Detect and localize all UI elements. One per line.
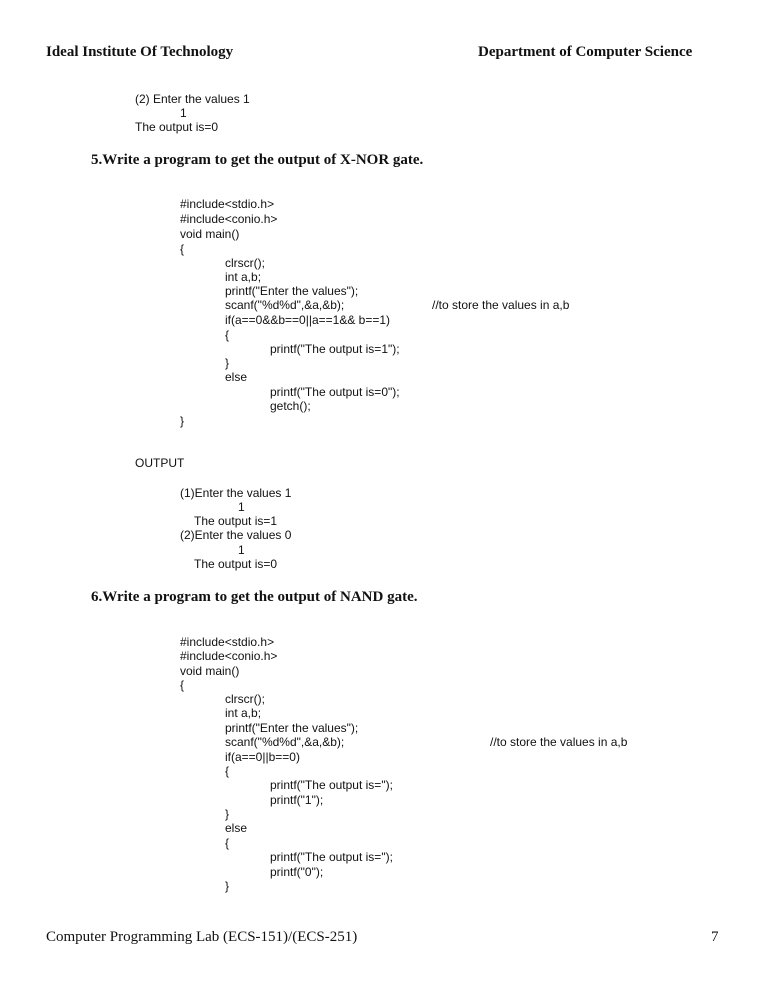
code-line: clrscr(); bbox=[225, 256, 265, 270]
code-line: void main() bbox=[180, 227, 240, 241]
code-line: if(a==0||b==0) bbox=[225, 750, 300, 764]
output-line: (2)Enter the values 0 bbox=[180, 528, 292, 542]
code-line: } bbox=[225, 879, 230, 893]
code-line: int a,b; bbox=[225, 706, 262, 720]
code-line: #include<conio.h> bbox=[180, 649, 278, 663]
code-line: //to store the values in a,b bbox=[432, 298, 570, 312]
code-line: { bbox=[225, 836, 230, 850]
code-line: } bbox=[225, 356, 230, 370]
code-line: clrscr(); bbox=[225, 692, 265, 706]
output-line: (2) Enter the values 1 bbox=[135, 92, 250, 106]
code-line: printf("1"); bbox=[270, 793, 324, 807]
code-line: #include<conio.h> bbox=[180, 212, 278, 226]
code-line: getch(); bbox=[270, 399, 311, 413]
code-line: printf("0"); bbox=[270, 865, 324, 879]
code-line: #include<stdio.h> bbox=[180, 197, 275, 211]
code-line: { bbox=[180, 242, 185, 256]
code-line: if(a==0&&b==0||a==1&& b==1) bbox=[225, 313, 391, 327]
section-6-heading: 6.Write a program to get the output of NAND gate. bbox=[91, 589, 418, 605]
output-label: OUTPUT bbox=[135, 456, 185, 470]
code-line: { bbox=[180, 678, 185, 692]
code-line: printf("The output is=1"); bbox=[270, 342, 400, 356]
code-line: { bbox=[225, 328, 230, 342]
output-line: The output is=0 bbox=[194, 557, 278, 571]
code-line: printf("The output is="); bbox=[270, 850, 393, 864]
code-line: printf("The output is=0"); bbox=[270, 385, 400, 399]
code-line: { bbox=[225, 764, 230, 778]
code-line: printf("The output is="); bbox=[270, 778, 393, 792]
code-line: scanf("%d%d",&a,&b); bbox=[225, 298, 345, 312]
output-line: 1 bbox=[180, 106, 187, 120]
code-line: else bbox=[225, 821, 248, 835]
footer-page-number: 7 bbox=[711, 929, 719, 945]
output-line: The output is=0 bbox=[135, 120, 219, 134]
code-line: scanf("%d%d",&a,&b); bbox=[225, 735, 345, 749]
code-line: //to store the values in a,b bbox=[490, 735, 628, 749]
output-line: 1 bbox=[238, 543, 245, 557]
code-line: void main() bbox=[180, 664, 240, 678]
header-institute: Ideal Institute Of Technology bbox=[46, 44, 234, 60]
section-5-heading: 5.Write a program to get the output of X-NOR gate. bbox=[91, 152, 424, 168]
code-line: #include<stdio.h> bbox=[180, 635, 275, 649]
output-line: (1)Enter the values 1 bbox=[180, 486, 292, 500]
header-department: Department of Computer Science bbox=[478, 44, 693, 60]
code-line: int a,b; bbox=[225, 270, 262, 284]
code-line: printf("Enter the values"); bbox=[225, 284, 359, 298]
output-line: The output is=1 bbox=[194, 514, 278, 528]
footer-course: Computer Programming Lab (ECS-151)/(ECS-251) bbox=[46, 929, 358, 945]
code-line: } bbox=[180, 414, 185, 428]
code-line: } bbox=[225, 807, 230, 821]
code-line: else bbox=[225, 370, 248, 384]
output-line: 1 bbox=[238, 500, 245, 514]
code-line: printf("Enter the values"); bbox=[225, 721, 359, 735]
